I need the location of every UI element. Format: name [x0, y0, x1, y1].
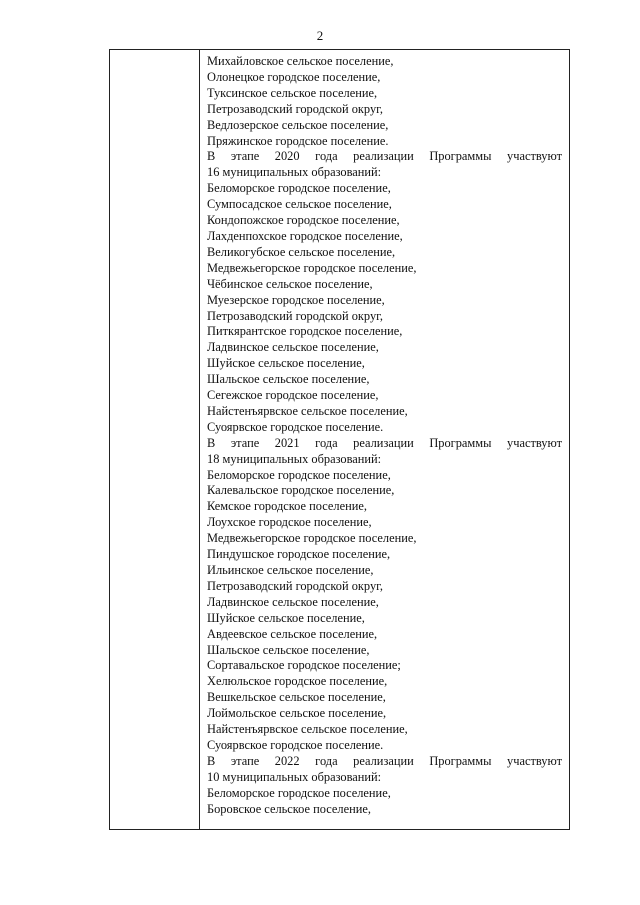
municipalities-list [207, 54, 562, 818]
list-line: Петрозаводский городской округ, [207, 578, 383, 593]
list-line: Калевальское городское поселение, [207, 483, 395, 498]
list-line: Беломорское городское поселение, [207, 181, 391, 196]
list-line: Медвежьегорское городское поселение, [207, 531, 417, 546]
list-line: Петрозаводский городской округ, [207, 308, 383, 323]
list-line: Питкярантское городское поселение, [207, 324, 403, 339]
list-line: Хелюльское городское поселение, [207, 674, 388, 689]
list-line: Сегежское городское поселение, [207, 388, 379, 403]
list-line: Лоймольское сельское поселение, [207, 706, 387, 721]
list-line: Туксинское сельское поселение, [207, 85, 378, 100]
list-line: Ладвинское сельское поселение, [207, 340, 379, 355]
list-line: Суоярвское городское поселение. [207, 419, 384, 434]
list-line: Пиндушское городское поселение, [207, 547, 391, 562]
list-line: Кемское городское поселение, [207, 499, 367, 514]
stage-heading-line: В этапе 2021 года реализации Программы участвуют [207, 435, 562, 450]
list-line: Найстенъярвское сельское поселение, [207, 722, 408, 737]
column-divider [199, 50, 200, 829]
list-line: Шуйское сельское поселение, [207, 356, 365, 371]
list-line: Боровское сельское поселение, [207, 801, 371, 816]
list-line: 18 муниципальных образований: [207, 451, 382, 466]
list-line: Суоярвское городское поселение. [207, 737, 384, 752]
list-line: Петрозаводский городской округ, [207, 101, 383, 116]
list-line: Шальское сельское поселение, [207, 642, 370, 657]
list-line: Лоухское городское поселение, [207, 515, 372, 530]
document-table [109, 49, 570, 830]
list-line: Чёбинское сельское поселение, [207, 276, 373, 291]
list-line: Лахденпохское городское поселение, [207, 228, 403, 243]
stage-heading-line: В этапе 2022 года реализации Программы участвуют [207, 753, 562, 768]
list-line: Ведлозерское сельское поселение, [207, 117, 389, 132]
list-line: Шуйское сельское поселение, [207, 610, 365, 625]
list-line: 16 муниципальных образований: [207, 165, 382, 180]
list-line: Вешкельское сельское поселение, [207, 690, 386, 705]
list-line: 10 муниципальных образований: [207, 769, 382, 784]
list-line: Беломорское городское поселение, [207, 467, 391, 482]
list-line: Сортавальское городское поселение; [207, 658, 401, 673]
list-line: Михайловское сельское поселение, [207, 54, 394, 68]
list-line: Беломорское городское поселение, [207, 785, 391, 800]
list-line: Ильинское сельское поселение, [207, 563, 374, 577]
list-line: Найстенъярвское сельское поселение, [207, 403, 408, 418]
list-line: Олонецкое городское поселение, [207, 69, 381, 84]
list-line: Шальское сельское поселение, [207, 372, 370, 387]
list-line: Великогубское сельское поселение, [207, 244, 396, 259]
page-number: 2 [316, 28, 324, 43]
list-line: Медвежьегорское городское поселение, [207, 260, 417, 275]
list-line: Сумпосадское сельское поселение, [207, 197, 392, 212]
list-line: Пряжинское городское поселение. [207, 133, 389, 148]
list-line: Муезерское городское поселение, [207, 292, 385, 307]
stage-heading-line: В этапе 2020 года реализации Программы участвуют [207, 149, 562, 164]
list-line: Ладвинское сельское поселение, [207, 594, 379, 609]
list-line: Кондопожское городское поселение, [207, 213, 400, 228]
list-line: Авдеевское сельское поселение, [207, 626, 378, 641]
